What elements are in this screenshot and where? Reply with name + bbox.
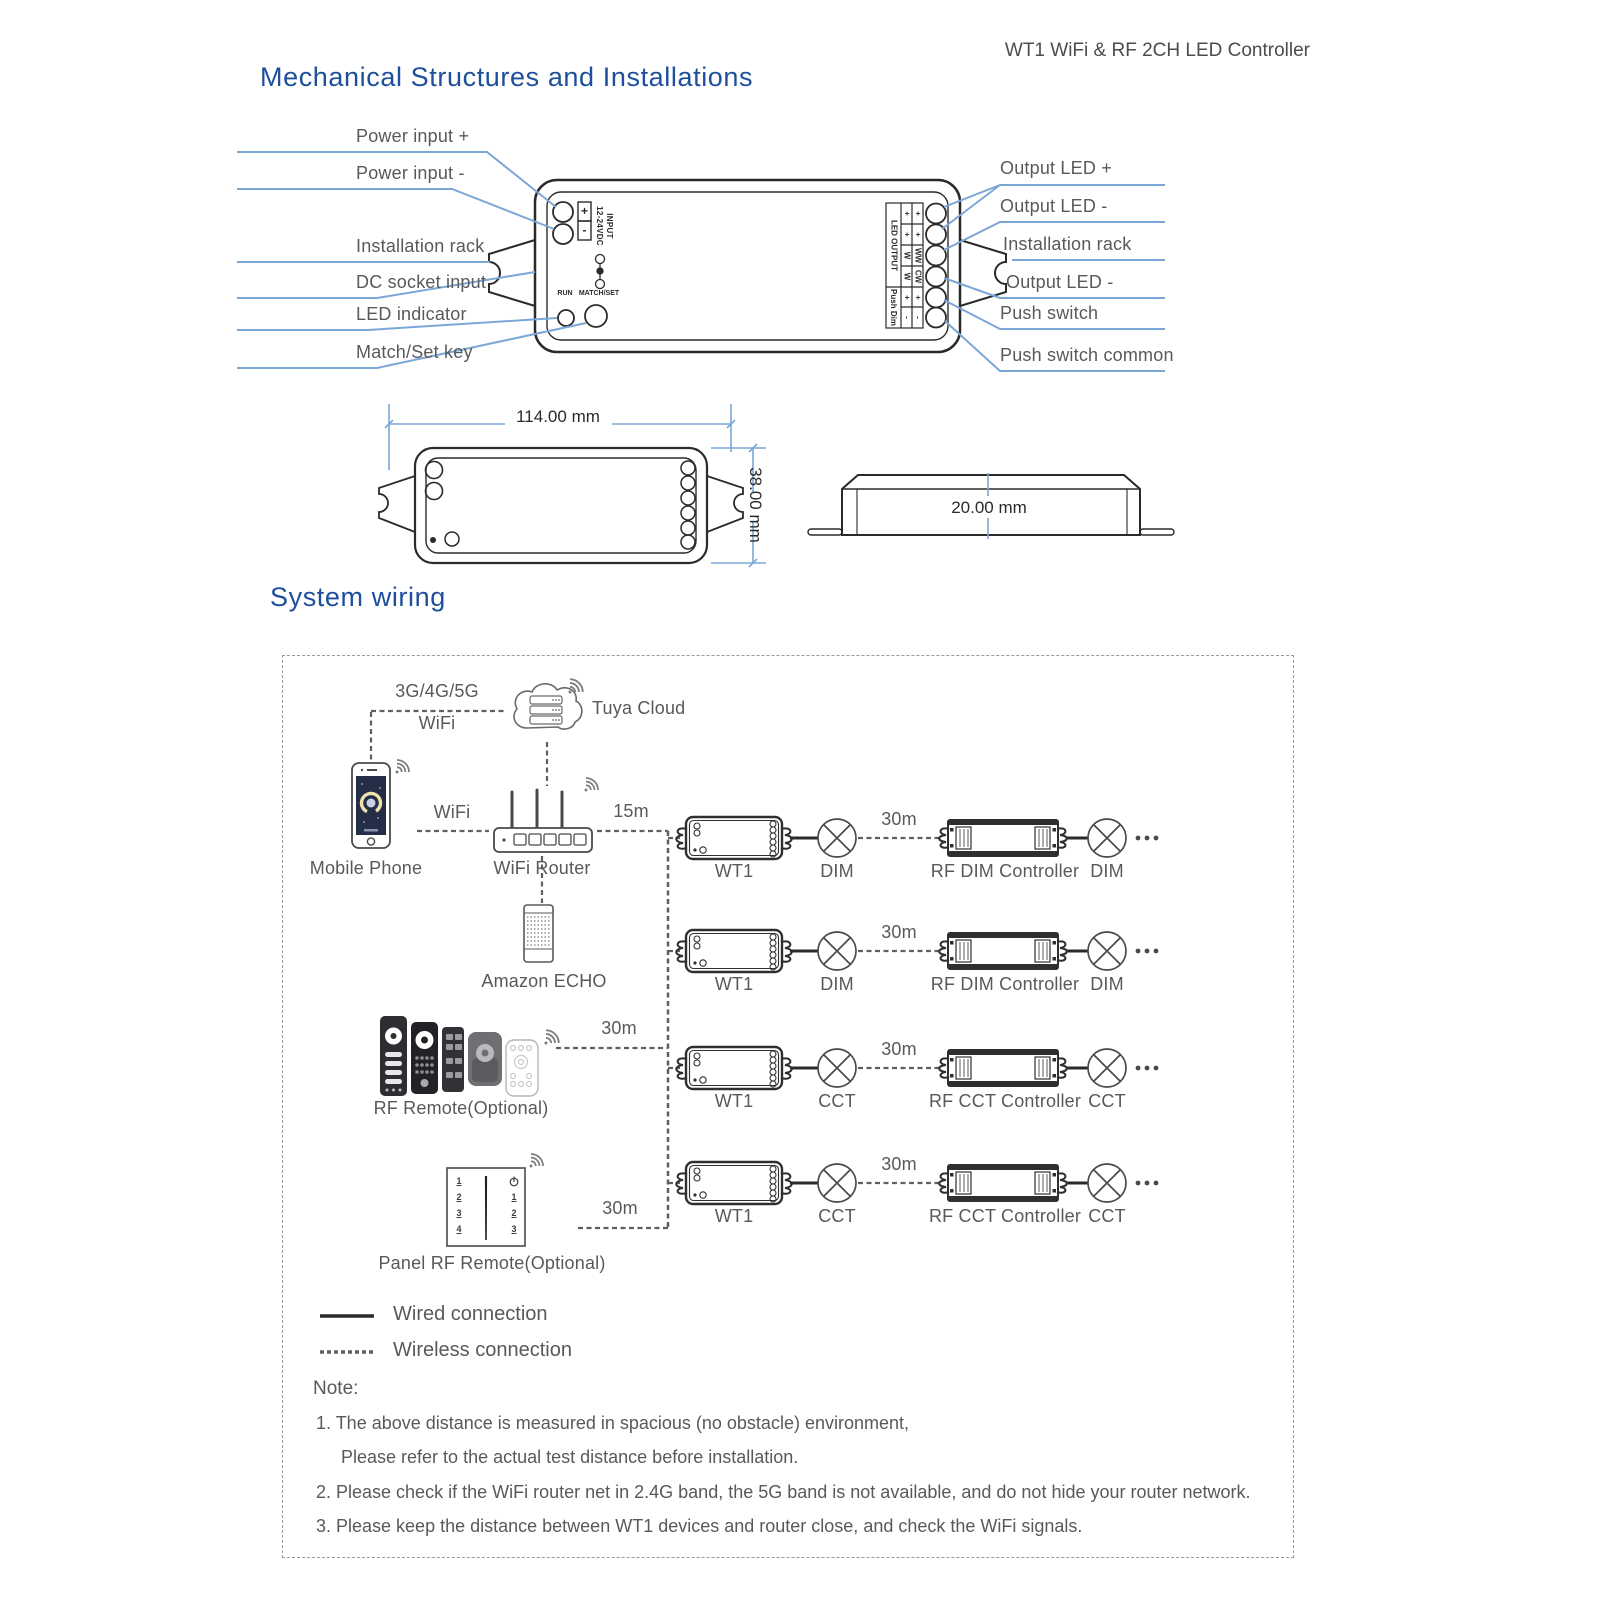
dim-width: 114.00 mm <box>516 407 600 426</box>
label-30m-remote: 30m <box>601 1018 637 1038</box>
label-15m: 15m <box>613 801 649 821</box>
label-30m-panel: 30m <box>602 1198 638 1218</box>
terminal-cell: - <box>902 316 911 319</box>
label-lamp: CCT <box>818 1091 856 1111</box>
label-wt1: WT1 <box>714 1206 754 1226</box>
label-30m: 30m <box>881 1154 917 1174</box>
label-wifi: WiFi <box>433 802 471 822</box>
callout-output-led-plus: Output LED + <box>1000 158 1112 178</box>
label-controller: RF CCT Controller <box>928 1206 1082 1226</box>
legend-wireless: Wireless connection <box>393 1339 572 1361</box>
note-title: Note: <box>313 1378 359 1399</box>
label-controller: RF CCT Controller <box>928 1091 1082 1111</box>
callout-match-set-key: Match/Set key <box>356 342 473 362</box>
label-30m: 30m <box>881 1039 917 1059</box>
terminal-cell: + <box>902 232 911 237</box>
label-lamp: DIM <box>1090 974 1124 994</box>
input-minus-sign: - <box>582 223 587 237</box>
match-set-label: MATCH/SET <box>578 290 620 297</box>
label-wifi-router: WiFi Router <box>493 858 591 878</box>
callout-power-input-plus: Power input + <box>356 126 470 146</box>
section-title-wiring: System wiring <box>270 582 446 612</box>
terminal-group-push-dim: Push Dim <box>889 289 898 326</box>
label-lamp: CCT <box>818 1206 856 1226</box>
section-title-mechanical: Mechanical Structures and Installations <box>260 62 754 92</box>
input-plus-sign: + <box>580 204 588 218</box>
terminal-cell: + <box>913 232 922 237</box>
callout-led-indicator: LED indicator <box>356 304 467 324</box>
label-30m: 30m <box>881 922 917 942</box>
note-line-2: 2. Please check if the WiFi router net in 2.4G band, the 5G band is not available, and do not hide your router network. <box>316 1482 1251 1502</box>
label-wt1: WT1 <box>714 1091 754 1111</box>
label-wt1: WT1 <box>714 861 754 881</box>
panel-key: 1 <box>456 1176 462 1186</box>
note-line-1b: Please refer to the actual test distance before installation. <box>341 1447 799 1467</box>
callout-output-led-minus-2: Output LED - <box>1006 272 1114 292</box>
callout-push-switch-common: Push switch common <box>1000 345 1174 365</box>
legend-wired: Wired connection <box>393 1303 548 1325</box>
run-label: RUN <box>557 290 573 297</box>
panel-key: 3 <box>511 1224 517 1234</box>
callout-installation-rack-right: Installation rack <box>1003 234 1132 254</box>
dim-depth: 20.00 mm <box>951 498 1027 517</box>
terminal-cell: + <box>902 211 911 216</box>
callout-power-input-minus: Power input - <box>356 163 465 183</box>
dim-height: 38.00 mm <box>746 467 765 543</box>
label-30m: 30m <box>881 809 917 829</box>
label-mobile-phone: Mobile Phone <box>309 858 423 878</box>
label-tuya-cloud: Tuya Cloud <box>592 698 686 718</box>
label-3g: 3G/4G/5G <box>395 681 479 701</box>
callout-installation-rack-left: Installation rack <box>356 236 485 256</box>
terminal-cell: W <box>902 272 911 281</box>
panel-key: 2 <box>511 1208 517 1218</box>
label-lamp: CCT <box>1088 1091 1126 1111</box>
device-front-view <box>379 448 743 563</box>
note-line-3: 3. Please keep the distance between WT1 devices and router close, and check the WiFi signals. <box>316 1516 1083 1536</box>
label-lamp: DIM <box>820 974 854 994</box>
terminal-cell: CW <box>913 269 922 284</box>
label-3g-wifi: WiFi <box>418 713 456 733</box>
terminal-group-led-output: LED OUTPUT <box>889 219 898 271</box>
label-controller: RF DIM Controller <box>930 974 1080 994</box>
label-wt1: WT1 <box>714 974 754 994</box>
callout-push-switch: Push switch <box>1000 303 1099 323</box>
terminal-cell: + <box>913 295 922 300</box>
panel-key: 2 <box>456 1192 462 1202</box>
panel-key: 1 <box>511 1192 517 1202</box>
label-controller: RF DIM Controller <box>930 861 1080 881</box>
input-voltage: 12-24VDC <box>595 206 604 246</box>
label-amazon-echo: Amazon ECHO <box>481 971 607 991</box>
panel-key: 4 <box>456 1224 462 1234</box>
note-line-1: 1. The above distance is measured in spacious (no obstacle) environment, <box>316 1413 909 1433</box>
callout-dc-socket-input: DC socket input <box>356 272 487 292</box>
panel-key: 3 <box>456 1208 462 1218</box>
input-label: INPUT <box>605 213 615 239</box>
label-lamp: DIM <box>820 861 854 881</box>
label-lamp: CCT <box>1088 1206 1126 1226</box>
label-panel-rf-remote: Panel RF Remote(Optional) <box>378 1253 606 1273</box>
callout-output-led-minus-1: Output LED - <box>1000 196 1108 216</box>
terminal-cell: WW <box>913 247 922 264</box>
page-header: WT1 WiFi & RF 2CH LED Controller <box>1004 40 1310 61</box>
terminal-cell: W <box>902 251 911 260</box>
installation-rack-right <box>960 240 1006 306</box>
label-lamp: DIM <box>1090 861 1124 881</box>
terminal-cell: + <box>913 211 922 216</box>
label-rf-remote: RF Remote(Optional) <box>373 1098 549 1118</box>
terminal-cell: + <box>902 295 911 300</box>
terminal-cell: - <box>913 316 922 319</box>
